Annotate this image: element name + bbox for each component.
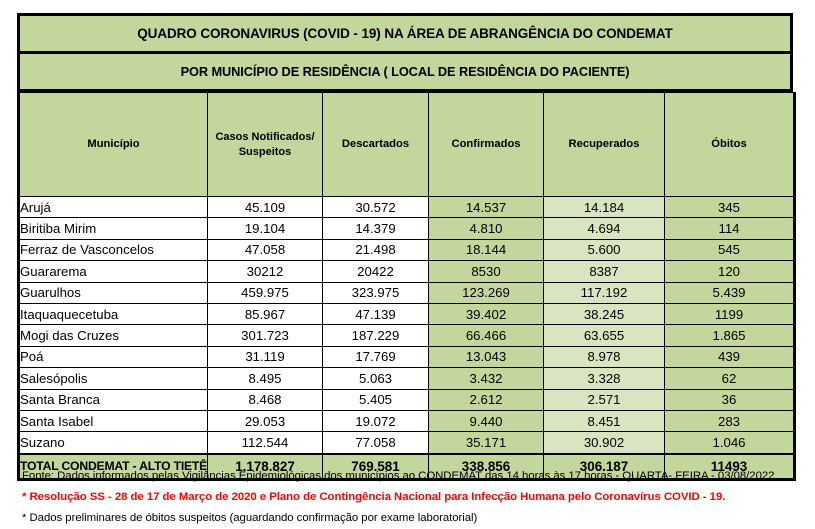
cell-municipio: Salesópolis [19,368,208,389]
cell-notificados: 112.544 [208,432,323,454]
cell-recuperados: 8.978 [544,346,665,367]
table-row [19,282,795,303]
table-header [19,93,795,197]
cell-notificados: 85.967 [208,303,323,324]
cell-recuperados: 30.902 [544,432,665,454]
cell-obitos: 120 [665,261,795,282]
cell-confirmados: 14.537 [429,197,544,218]
cell-obitos: 114 [665,218,795,239]
covid-summary-sheet [17,13,793,481]
cell-obitos: 1199 [665,303,795,324]
cell-municipio: Ferraz de Vasconcelos [19,239,208,260]
sub-title: POR MUNICÍPIO DE RESIDÊNCIA ( LOCAL DE RESIDÊNCIA DO PACIENTE) [17,54,793,92]
total-cell-municipio: TOTAL CONDEMAT - ALTO TIETÊ [19,454,208,480]
cell-recuperados: 14.184 [544,197,665,218]
table-row [19,218,795,239]
cell-municipio: Poá [19,346,208,367]
table-body [19,197,795,480]
cell-municipio: Biritiba Mirim [19,218,208,239]
cell-recuperados: 63.655 [544,325,665,346]
cell-confirmados: 2.612 [429,389,544,410]
table-row [19,410,795,431]
cell-confirmados: 4.810 [429,218,544,239]
cell-recuperados: 117.192 [544,282,665,303]
cell-descartados: 5.063 [323,368,429,389]
table-row [19,325,795,346]
header-row [19,93,795,197]
cell-notificados: 8.495 [208,368,323,389]
total-cell-obitos: 11493 [665,454,795,480]
cell-notificados: 47.058 [208,239,323,260]
cell-notificados: 31.119 [208,346,323,367]
cell-obitos: 439 [665,346,795,367]
total-cell-notificados: 1.178.827 [208,454,323,480]
cell-descartados: 77.058 [323,432,429,454]
cell-municipio: Santa Isabel [19,410,208,431]
cell-confirmados: 66.466 [429,325,544,346]
note-preliminary: * Dados preliminares de óbitos suspeitos (aguardando confirmação por exame laboratorial) [22,512,478,524]
table-row [19,261,795,282]
table-row [19,303,795,324]
header-recuperados: Recuperados [544,93,665,197]
table-row [19,389,795,410]
cell-recuperados: 3.328 [544,368,665,389]
cell-obitos: 1.046 [665,432,795,454]
cell-recuperados: 2.571 [544,389,665,410]
cell-descartados: 30.572 [323,197,429,218]
cell-municipio: Itaquaquecetuba [19,303,208,324]
cell-municipio: Arujá [19,197,208,218]
cell-confirmados: 35.171 [429,432,544,454]
cell-obitos: 345 [665,197,795,218]
cell-descartados: 19.072 [323,410,429,431]
header-casos-notificados-line2: Suspeitos [238,145,292,158]
cell-descartados: 5.405 [323,389,429,410]
table-row [19,368,795,389]
cell-recuperados: 8387 [544,261,665,282]
header-descartados: Descartados [323,93,429,197]
cell-recuperados: 38.245 [544,303,665,324]
footer-notes [22,466,812,529]
table-row [19,197,795,218]
cell-confirmados: 9.440 [429,410,544,431]
cell-obitos: 36 [665,389,795,410]
cell-descartados: 323.975 [323,282,429,303]
cell-confirmados: 39.402 [429,303,544,324]
cell-obitos: 283 [665,410,795,431]
cell-recuperados: 4.694 [544,218,665,239]
header-confirmados: Confirmados [429,93,544,197]
cell-descartados: 21.498 [323,239,429,260]
cell-obitos: 545 [665,239,795,260]
header-casos-notificados-line1: Casos Notificados/ [215,130,315,143]
cell-recuperados: 5.600 [544,239,665,260]
note-resolution: * Resolução SS - 28 de 17 de Março de 2020 e Plano de Contingência Nacional para Infecção Humana pelo Coronavírus COVID - 19. [22,491,726,503]
cell-descartados: 187.229 [323,325,429,346]
cell-notificados: 29.053 [208,410,323,431]
cell-municipio: Santa Branca [19,389,208,410]
cell-notificados: 301.723 [208,325,323,346]
table-row [19,239,795,260]
cell-municipio: Guarulhos [19,282,208,303]
cell-confirmados: 13.043 [429,346,544,367]
total-cell-confirmados: 338.856 [429,454,544,480]
table-row [19,346,795,367]
cell-descartados: 47.139 [323,303,429,324]
cell-confirmados: 3.432 [429,368,544,389]
cell-obitos: 5.439 [665,282,795,303]
header-municipio: Município [19,93,208,197]
covid-data-table [17,92,796,481]
cell-obitos: 62 [665,368,795,389]
cell-confirmados: 8530 [429,261,544,282]
cell-descartados: 20422 [323,261,429,282]
cell-notificados: 459.975 [208,282,323,303]
cell-descartados: 17.769 [323,346,429,367]
cell-notificados: 8.468 [208,389,323,410]
table-row [19,432,795,454]
cell-municipio: Suzano [19,432,208,454]
header-obitos: Óbitos [665,93,795,197]
note-source: Fonte: Dados informados pelas Vigilâncias Epidemiológicas dos municípios ao CONDEMAT das 14 horas às 17 horas - QUARTA- FEIRA - 03/08/2022 [22,470,775,482]
total-cell-descartados: 769.581 [323,454,429,480]
cell-notificados: 45.109 [208,197,323,218]
total-cell-recuperados: 306.187 [544,454,665,480]
cell-descartados: 14.379 [323,218,429,239]
cell-confirmados: 18.144 [429,239,544,260]
cell-confirmados: 123.269 [429,282,544,303]
cell-notificados: 30212 [208,261,323,282]
cell-municipio: Guararema [19,261,208,282]
header-casos-notificados [208,93,323,197]
cell-notificados: 19.104 [208,218,323,239]
cell-obitos: 1.865 [665,325,795,346]
main-title: QUADRO CORONAVIRUS (COVID - 19) NA ÁREA DE ABRANGÊNCIA DO CONDEMAT [17,13,793,54]
cell-recuperados: 8.451 [544,410,665,431]
cell-municipio: Mogi das Cruzes [19,325,208,346]
